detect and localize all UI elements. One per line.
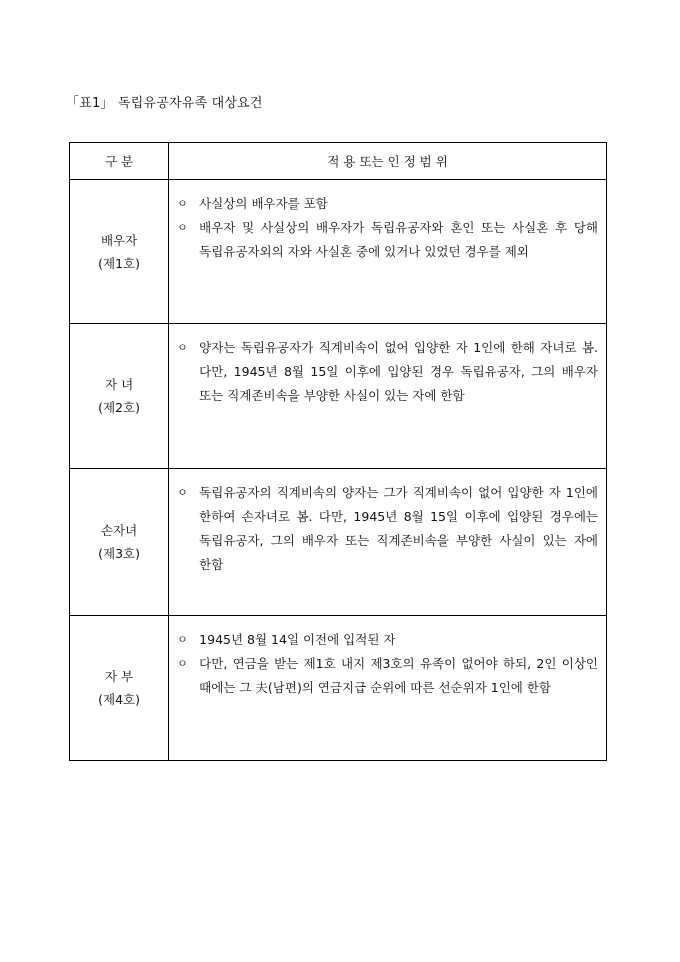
category-cell bbox=[70, 469, 169, 616]
eligibility-table bbox=[69, 142, 607, 761]
list-item bbox=[177, 481, 598, 577]
table-row-children bbox=[70, 324, 607, 469]
table-header-row bbox=[70, 143, 607, 180]
list-item bbox=[177, 336, 598, 408]
bullet-icon: ㅇ bbox=[177, 221, 188, 234]
category-label: 자 부 bbox=[105, 669, 134, 684]
list-item bbox=[177, 652, 598, 700]
bullet-icon: ㅇ bbox=[177, 633, 188, 646]
category-clause: (제2호) bbox=[98, 400, 141, 415]
table-row-daughter-in-law bbox=[70, 616, 607, 761]
bullet-icon: ㅇ bbox=[177, 341, 188, 354]
scope-cell bbox=[169, 324, 607, 469]
bullet-icon: ㅇ bbox=[177, 486, 188, 499]
scope-cell bbox=[169, 469, 607, 616]
list-item bbox=[177, 216, 598, 264]
scope-text: 다만, 연금을 받는 제1호 내지 제3호의 유족이 없어야 하되, 2인 이상인 때에는 그 夫(남편)의 연금지급 순위에 따른 선순위자 1인에 한함 bbox=[199, 656, 598, 695]
category-clause: (제4호) bbox=[98, 692, 141, 707]
table-row-spouse bbox=[70, 180, 607, 324]
category-cell bbox=[70, 324, 169, 469]
category-label: 자 녀 bbox=[105, 377, 134, 392]
category-cell bbox=[70, 180, 169, 324]
category-cell bbox=[70, 616, 169, 761]
scope-text: 독립유공자의 직계비속의 양자는 그가 직계비속이 없어 입양한 자 1인에 한하여 손자녀로 봄. 다만, 1945년 8월 15일 이후에 입양된 경우에는 독립유공자, 그의 배우자 또는 직계존비속을 부양한 사실이 있는 자에 한함 bbox=[199, 485, 598, 572]
header-scope: 적 용 또는 인 정 범 위 bbox=[169, 143, 607, 180]
table-row-grandchildren bbox=[70, 469, 607, 616]
list-item bbox=[177, 192, 598, 216]
header-category: 구 분 bbox=[70, 143, 169, 180]
scope-cell bbox=[169, 180, 607, 324]
category-clause: (제3호) bbox=[98, 546, 141, 561]
bullet-icon: ㅇ bbox=[177, 197, 188, 210]
scope-text: 사실상의 배우자를 포함 bbox=[199, 196, 328, 211]
category-clause: (제1호) bbox=[98, 255, 141, 271]
scope-text: 양자는 독립유공자가 직계비속이 없어 입양한 자 1인에 한해 자녀로 봄. 다만, 1945년 8월 15일 이후에 입양된 경우 독립유공자, 그의 배우자 또는 직계존비속을 부양한 사실이 있는 자에 한함 bbox=[199, 340, 598, 403]
category-label: 손자녀 bbox=[100, 523, 138, 538]
bullet-icon: ㅇ bbox=[177, 657, 188, 670]
category-label: 배우자 bbox=[100, 232, 138, 248]
scope-text: 1945년 8월 14일 이전에 입적된 자 bbox=[199, 632, 396, 647]
list-item bbox=[177, 628, 598, 652]
table-caption: 「표1」 독립유공자유족 대상요건 bbox=[66, 96, 263, 111]
scope-cell bbox=[169, 616, 607, 761]
scope-text: 배우자 및 사실상의 배우자가 독립유공자와 혼인 또는 사실혼 후 당해 독립유공자외의 자와 사실혼 중에 있거나 있었던 경우를 제외 bbox=[199, 220, 598, 259]
